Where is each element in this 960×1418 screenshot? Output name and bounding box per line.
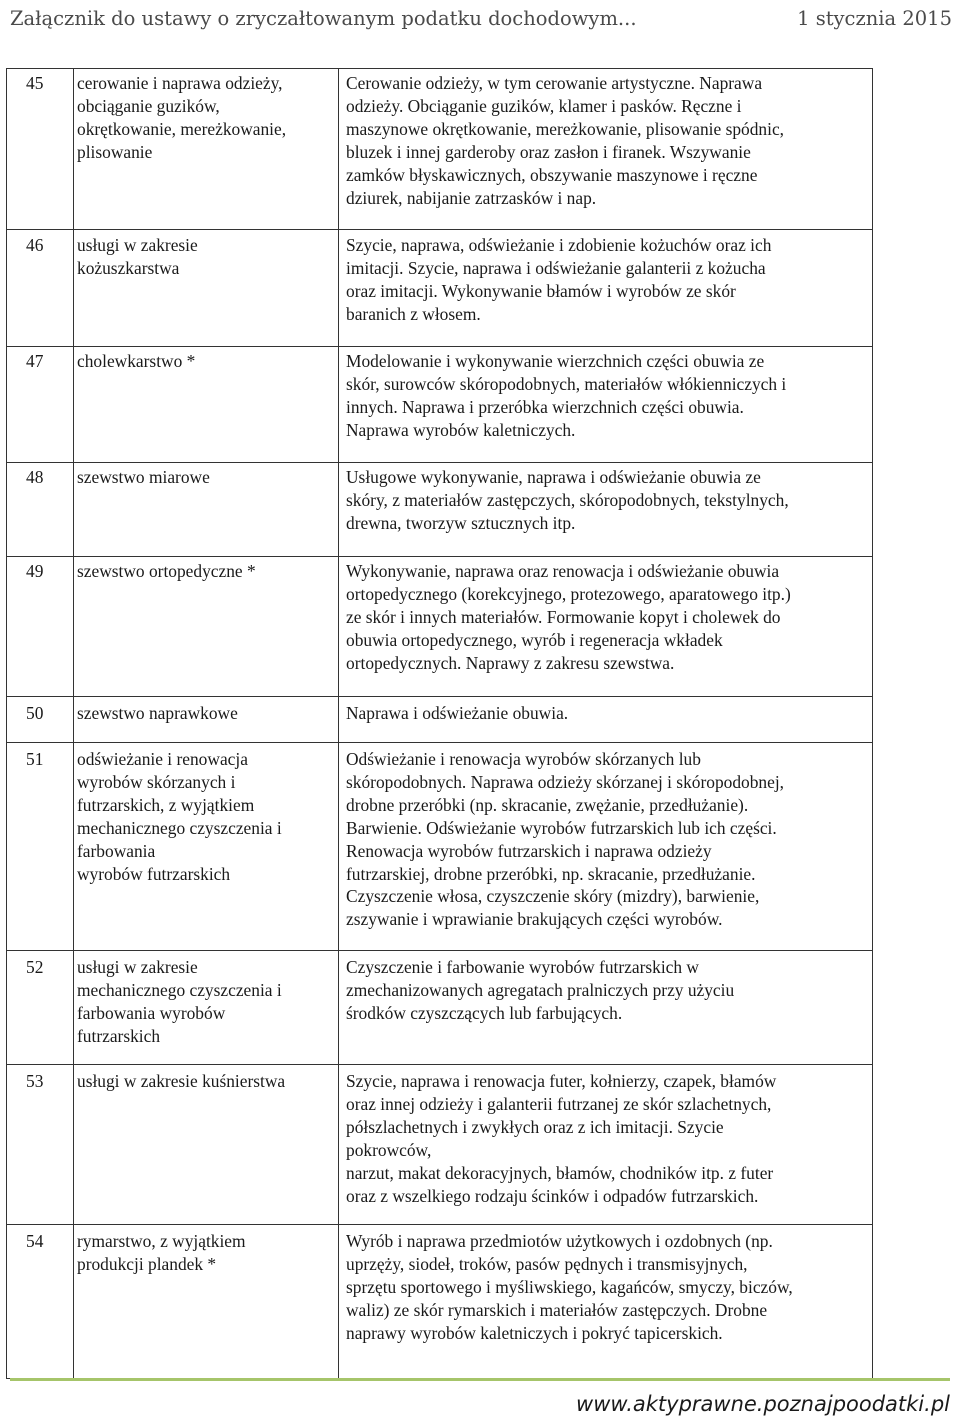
item-number: 49 <box>26 561 44 581</box>
item-number: 46 <box>26 235 44 255</box>
service-description-line: ze skór i innych materiałów. Formowanie kopyt i cholewek do <box>346 606 781 627</box>
table-row <box>7 743 873 951</box>
service-description-line: zamków błyskawicznych, obszywanie maszynowe i ręczne <box>346 164 758 185</box>
service-description-cell <box>339 347 873 463</box>
service-description-line: Odświeżanie i renowacja wyrobów skórzanych lub <box>346 749 701 769</box>
service-description-line: Cerowanie odzieży, w tym cerowanie artystyczne. Naprawa <box>346 73 763 93</box>
service-description-line: Usługowe wykonywanie, naprawa i odświeżanie obuwia ze <box>346 467 761 487</box>
service-description-line: Szycie, naprawa i renowacja futer, kołnierzy, czapek, błamów <box>346 1071 777 1091</box>
service-description-line: imitacji. Szycie, naprawa i odświeżanie galanterii z kożucha <box>346 257 766 278</box>
service-name-cell <box>74 1225 339 1379</box>
table-row <box>7 347 873 463</box>
item-number-cell <box>7 69 74 230</box>
page-header <box>10 0 952 36</box>
service-description-cell <box>339 951 873 1065</box>
service-description-line: innych. Naprawa i przeróbka wierzchnich części obuwia. <box>346 396 744 417</box>
service-description-line: bluzek i innej garderoby oraz zasłon i firanek. Wszywanie <box>346 141 751 162</box>
item-number: 47 <box>26 351 44 371</box>
service-description-cell <box>339 743 873 951</box>
service-description-line: ortopedycznego (korekcyjnego, protezowego, aparatowego itp.) <box>346 583 791 604</box>
service-name-line: cerowanie i naprawa odzieży, <box>77 73 283 93</box>
table-row <box>7 230 873 347</box>
service-description-line: maszynowe okrętkowanie, mereżkowanie, plisowanie spódnic, <box>346 118 785 139</box>
service-description-line: skóropodobnych. Naprawa odzieży skórzanej i skóropodobnej, <box>346 771 785 792</box>
service-description-line: Szycie, naprawa, odświeżanie i zdobienie kożuchów oraz ich <box>346 235 772 255</box>
service-description-line: dziurek, nabijanie zatrzasków i nap. <box>346 187 597 208</box>
services-table <box>6 68 873 1379</box>
item-number-cell <box>7 743 74 951</box>
service-name-line: plisowanie <box>77 141 153 162</box>
service-description-cell <box>339 697 873 743</box>
service-description-line: zmechanizowanych agregatach pralniczych przy użyciu <box>346 979 735 1000</box>
service-description-line: oraz imitacji. Wykonywanie błamów i wyrobów ze skór <box>346 280 736 301</box>
table-row <box>7 1225 873 1379</box>
item-number-cell <box>7 557 74 697</box>
service-name-cell <box>74 69 339 230</box>
service-description-line: futrzarskiej, drobne przeróbki, np. skracanie, przedłużanie. <box>346 863 756 884</box>
service-description-line: pokrowców, <box>346 1139 432 1160</box>
service-name-line: szewstwo ortopedyczne * <box>77 561 256 581</box>
service-description-line: narzut, makat dekoracyjnych, błamów, chodników itp. z futer <box>346 1162 774 1183</box>
service-name-line: farbowania wyrobów <box>77 1002 226 1023</box>
service-description-line: skóry, z materiałów zastępczych, skóropodobnych, tekstylnych, <box>346 489 789 510</box>
service-name-line: usługi w zakresie kuśnierstwa <box>77 1071 286 1091</box>
service-description-line: Czyszczenie włosa, czyszczenie skóry (mizdry), barwienie, <box>346 886 760 907</box>
service-description-line: Wykonywanie, naprawa oraz renowacja i odświeżanie obuwia <box>346 561 780 581</box>
item-number-cell <box>7 951 74 1065</box>
service-description-line: obuwia ortopedycznego, wyrób i regeneracja wkładek <box>346 629 723 650</box>
service-name-line: usługi w zakresie <box>77 957 198 977</box>
service-name-cell <box>74 951 339 1065</box>
service-description-line: drobne przeróbki (np. skracanie, zwężanie, przedłużanie). <box>346 794 749 815</box>
service-description-line: Barwienie. Odświeżanie wyrobów futrzarskich lub ich części. <box>346 817 777 838</box>
service-name-line: wyrobów futrzarskich <box>77 863 231 884</box>
service-description-line: sprzętu sportowego i myśliwskiego, kagańców, smyczy, biczów, <box>346 1276 793 1297</box>
service-name-line: kożuszkarstwa <box>77 257 180 278</box>
item-number-cell <box>7 1065 74 1225</box>
service-description-line: waliz) ze skór rymarskich i materiałów zastępczych. Drobne <box>346 1299 768 1320</box>
service-description-line: uprzęży, siodeł, troków, pasów pędnych i transmisyjnych, <box>346 1253 748 1274</box>
item-number: 51 <box>26 749 44 769</box>
service-description-line: Wyrób i naprawa przedmiotów użytkowych i ozdobnych (np. <box>346 1231 773 1251</box>
service-description-line: Czyszczenie i farbowanie wyrobów futrzarskich w <box>346 957 699 977</box>
service-description-line: ortopedycznych. Naprawy z zakresu szewstwa. <box>346 652 675 673</box>
service-description-line: Renowacja wyrobów futrzarskich i naprawa odzieży <box>346 840 712 861</box>
service-name-line: okrętkowanie, mereżkowanie, <box>77 118 287 139</box>
item-number: 50 <box>26 703 44 723</box>
table-row <box>7 697 873 743</box>
service-description-cell <box>339 1065 873 1225</box>
service-description-line: Naprawa i odświeżanie obuwia. <box>346 703 569 723</box>
table-row <box>7 1065 873 1225</box>
service-description-line: naprawy wyrobów kaletniczych i pokryć tapicerskich. <box>346 1322 723 1343</box>
item-number: 53 <box>26 1071 44 1091</box>
document-title: Załącznik do ustawy o zryczałtowanym podatku dochodowym... <box>10 6 637 30</box>
service-name-line: szewstwo naprawkowe <box>77 703 238 723</box>
service-description-line: oraz z wszelkiego rodzaju ścinków i odpadów futrzarskich. <box>346 1185 759 1206</box>
service-name-line: futrzarskich <box>77 1025 161 1046</box>
service-name-cell <box>74 1065 339 1225</box>
service-description-cell <box>339 230 873 347</box>
footer-divider <box>10 1378 950 1381</box>
service-name-line: farbowania <box>77 840 156 861</box>
service-name-cell <box>74 463 339 557</box>
service-description-line: Modelowanie i wykonywanie wierzchnich części obuwia ze <box>346 351 765 371</box>
service-description-line: odzieży. Obciąganie guzików, klamer i pasków. Ręczne i <box>346 95 742 116</box>
footer-url: www.aktyprawne.poznajpoodatki.pl <box>576 1392 950 1416</box>
item-number-cell <box>7 463 74 557</box>
service-name-line: obciąganie guzików, <box>77 95 220 116</box>
table-row <box>7 463 873 557</box>
service-name-line: wyrobów skórzanych i <box>77 771 236 792</box>
service-description-line: półszlachetnych i zwykłych oraz z ich imitacji. Szycie <box>346 1116 724 1137</box>
table-row <box>7 69 873 230</box>
service-description-line: środków czyszczących lub farbujących. <box>346 1002 623 1023</box>
item-number: 52 <box>26 957 44 977</box>
service-name-line: odświeżanie i renowacja <box>77 749 248 769</box>
item-number: 48 <box>26 467 44 487</box>
service-name-line: mechanicznego czyszczenia i <box>77 817 282 838</box>
item-number: 54 <box>26 1231 44 1251</box>
item-number-cell <box>7 230 74 347</box>
service-name-line: futrzarskich, z wyjątkiem <box>77 794 255 815</box>
service-name-line: szewstwo miarowe <box>77 467 210 487</box>
service-name-line: rymarstwo, z wyjątkiem <box>77 1231 246 1251</box>
item-number-cell <box>7 1225 74 1379</box>
service-description-cell <box>339 1225 873 1379</box>
service-name-line: usługi w zakresie <box>77 235 198 255</box>
service-name-cell <box>74 230 339 347</box>
service-name-line: cholewkarstwo * <box>77 351 196 371</box>
service-description-line: oraz innej odzieży i galanterii futrzanej ze skór szlachetnych, <box>346 1093 772 1114</box>
item-number-cell <box>7 347 74 463</box>
table-row <box>7 951 873 1065</box>
service-description-cell <box>339 557 873 697</box>
service-name-cell <box>74 557 339 697</box>
service-name-line: produkcji plandek * <box>77 1253 217 1274</box>
service-description-line: baranich z włosem. <box>346 303 481 324</box>
table-row <box>7 557 873 697</box>
service-name-cell <box>74 743 339 951</box>
item-number: 45 <box>26 73 44 93</box>
document-date: 1 stycznia 2015 <box>797 6 952 30</box>
service-description-cell <box>339 463 873 557</box>
service-name-line: mechanicznego czyszczenia i <box>77 979 282 1000</box>
service-name-cell <box>74 347 339 463</box>
service-name-cell <box>74 697 339 743</box>
service-description-line: zszywanie i wprawianie brakujących części wyrobów. <box>346 909 723 930</box>
service-description-line: Naprawa wyrobów kaletniczych. <box>346 419 576 440</box>
item-number-cell <box>7 697 74 743</box>
service-description-cell <box>339 69 873 230</box>
service-description-line: drewna, tworzyw sztucznych itp. <box>346 512 576 533</box>
service-description-line: skór, surowców skóropodobnych, materiałów włókienniczych i <box>346 373 787 394</box>
